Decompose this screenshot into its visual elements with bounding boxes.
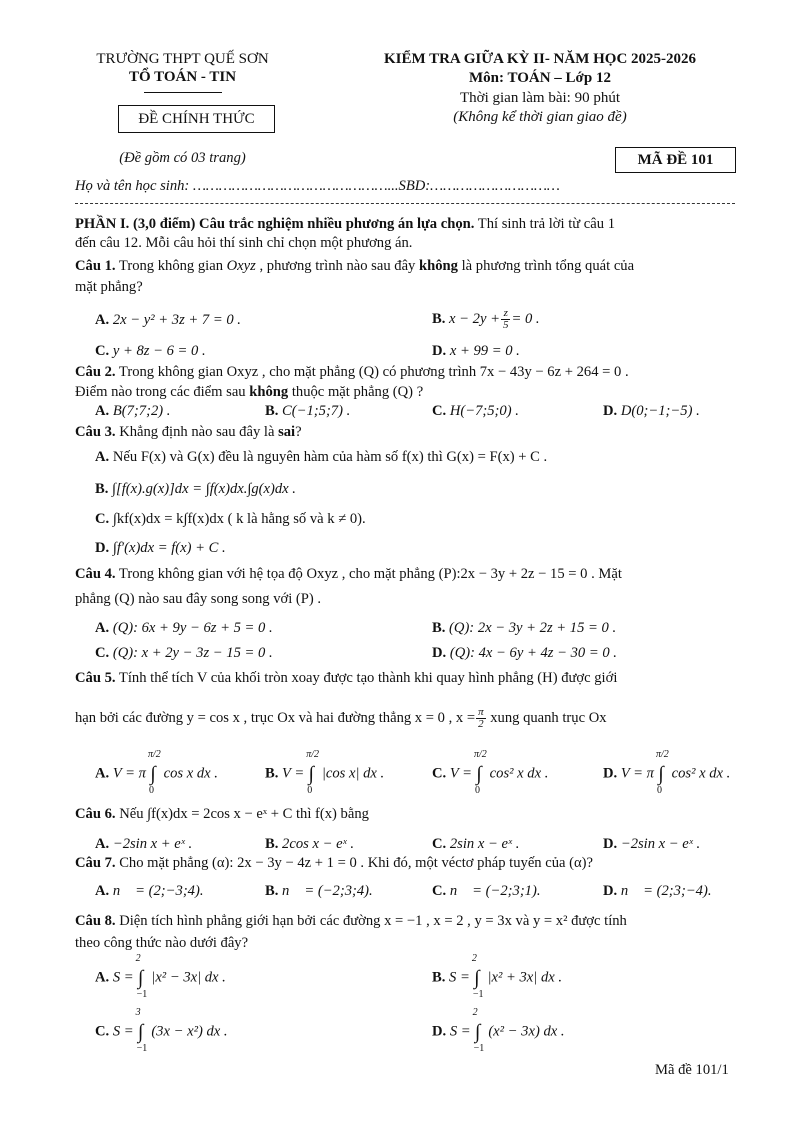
exam-title: KIỂM TRA GIỮA KỲ II- NĂM HỌC 2025-2026 — [383, 51, 697, 67]
pages-note: (Đề gồm có 03 trang) — [119, 150, 246, 166]
question-3: Câu 3. Khẳng định nào sau đây là sai? — [75, 424, 302, 440]
question-4-line2: phẳng (Q) nào sau đây song song với (P) . — [75, 591, 322, 607]
question-8: Câu 8. Diện tích hình phẳng giới hạn bởi các đường x = −1 , x = 2 , y = 3x và y = x² được tính — [75, 913, 627, 929]
q8-option-c[interactable]: C. S = ∫ 3 −1 (3x − x²) dx . — [95, 1007, 228, 1054]
school-name: TRƯỜNG THPT QUẾ SƠN — [96, 51, 269, 67]
q6-option-d[interactable]: D. −2sin x − eˣ . — [603, 836, 701, 852]
q8-option-a[interactable]: A. S = ∫ 2 −1 |x² − 3x| dx . — [95, 953, 226, 1000]
q1-option-a[interactable]: A. 2x − y² + 3z + 7 = 0 . — [95, 312, 241, 328]
q7-option-a[interactable]: A. n⃗ = (2;−3;4). — [95, 883, 204, 899]
q5-option-b[interactable]: B. V = ∫ π/2 0 |cos x| dx . — [265, 749, 385, 796]
question-8-line2: theo công thức nào dưới đây? — [75, 935, 249, 951]
q7-option-c[interactable]: C. n⃗ = (−2;3;1). — [432, 883, 541, 899]
q8-option-b[interactable]: B. S = ∫ 2 −1 |x² + 3x| dx . — [432, 953, 563, 1000]
official-exam-box: ĐỀ CHÍNH THỨC — [118, 105, 275, 133]
q5-option-c[interactable]: C. V = ∫ π/2 0 cos² x dx . — [432, 749, 549, 796]
question-1-label: Câu 1. — [75, 258, 116, 274]
q1-option-d[interactable]: D. x + 99 = 0 . — [432, 343, 520, 359]
q3-option-c[interactable]: C. ∫kf(x)dx = k∫f(x)dx ( k là hằng số và k ≠ 0). — [95, 511, 366, 527]
part1-intro-line2: đến câu 12. Mỗi câu hỏi thí sinh chỉ chọn một phương án. — [75, 235, 413, 251]
student-info-line: Họ và tên học sinh: ………………………………………...SBD:………………………… — [75, 178, 560, 194]
question-7: Câu 7. Cho mặt phẳng (α): 2x − 3y − 4z + 1 = 0 . Khi đó, một véctơ pháp tuyến của (α)? — [75, 855, 593, 871]
header-underline — [144, 92, 222, 93]
q2-option-a[interactable]: A. B(7;7;2) . — [95, 403, 171, 419]
q6-option-b[interactable]: B. 2cos x − eˣ . — [265, 836, 354, 852]
q5-option-d[interactable]: D. V = π ∫ π/2 0 cos² x dx . — [603, 749, 731, 796]
part1-title: PHẦN I. (3,0 điểm) Câu trắc nghiệm nhiều phương án lựa chọn. — [75, 216, 475, 232]
q6-option-c[interactable]: C. 2sin x − eˣ . — [432, 836, 520, 852]
separator-line — [75, 203, 735, 204]
exam-code-box: MÃ ĐỀ 101 — [615, 147, 736, 173]
q7-option-b[interactable]: B. n⃗ = (−2;3;4). — [265, 883, 373, 899]
q1-option-c[interactable]: C. y + 8z − 6 = 0 . — [95, 343, 206, 359]
question-6: Câu 6. Nếu ∫f(x)dx = 2cos x − eˣ + C thì f(x) bằng — [75, 806, 369, 822]
question-5: Câu 5. Tính thể tích V của khối tròn xoay được tạo thành khi quay hình phẳng (H) được giới — [75, 670, 618, 686]
q1-option-b[interactable]: B. x − 2y + $\frac{z}{5}$ = 0 . — [432, 307, 540, 331]
q2-option-d[interactable]: D. D(0;−1;−5) . — [603, 403, 700, 419]
q3-option-a[interactable]: A. Nếu F(x) và G(x) đều là nguyên hàm của hàm số f(x) thì G(x) = F(x) + C . — [95, 449, 548, 465]
q2-option-b[interactable]: B. C(−1;5;7) . — [265, 403, 351, 419]
page-footer-code: Mã đề 101/1 — [655, 1062, 729, 1078]
q3-option-d[interactable]: D. ∫f′(x)dx = f(x) + C . — [95, 540, 226, 556]
part1-intro-text: Thí sinh trả lời từ câu 1 — [474, 216, 616, 232]
question-1-line2: mặt phẳng? — [75, 279, 143, 295]
question-2-line2: Điểm nào trong các điểm sau không thuộc mặt phẳng (Q) ? — [75, 384, 424, 400]
q4-option-a[interactable]: A. (Q): 6x + 9y − 6z + 5 = 0 . — [95, 620, 273, 636]
question-5-line2: hạn bởi các đường y = cos x , trục Ox và hai đường thẳng x = 0 , x = $\frac{\pi}{2}$ xung quanh trục Ox — [75, 706, 607, 730]
question-4: Câu 4. Trong không gian với hệ tọa độ Oxyz , cho mặt phẳng (P):2x − 3y + 2z − 15 = 0 . Mặt — [75, 566, 622, 582]
part1-intro — [75, 216, 735, 234]
exam-subject: Môn: TOÁN – Lớp 12 — [469, 70, 611, 86]
q7-option-d[interactable]: D. n⃗ = (2;3;−4). — [603, 883, 712, 899]
question-2: Câu 2. Trong không gian Oxyz , cho mặt phẳng (Q) có phương trình 7x − 43y − 6z + 264 = 0 . — [75, 364, 629, 380]
question-1: Câu 1. Trong không gian Oxyz , phương trình nào sau đây không là phương trình tổng quát của — [75, 258, 635, 274]
duration-note: (Không kể thời gian giao đề) — [453, 109, 627, 125]
exam-duration: Thời gian làm bài: 90 phút — [460, 90, 620, 106]
q6-option-a[interactable]: A. −2sin x + eˣ . — [95, 836, 193, 852]
q8-option-d[interactable]: D. S = ∫ 2 −1 (x² − 3x) dx . — [432, 1007, 565, 1054]
q4-option-c[interactable]: C. (Q): x + 2y − 3z − 15 = 0 . — [95, 645, 273, 661]
q4-option-b[interactable]: B. (Q): 2x − 3y + 2z + 15 = 0 . — [432, 620, 617, 636]
q3-option-b[interactable]: B. ∫[f(x).g(x)]dx = ∫f(x)dx.∫g(x)dx . — [95, 481, 296, 497]
q4-option-d[interactable]: D. (Q): 4x − 6y + 4z − 30 = 0 . — [432, 645, 617, 661]
q5-option-a[interactable]: A. V = π ∫ π/2 0 cos x dx . — [95, 749, 218, 796]
q2-option-c[interactable]: C. H(−7;5;0) . — [432, 403, 519, 419]
department-name: TỔ TOÁN - TIN — [128, 69, 237, 85]
